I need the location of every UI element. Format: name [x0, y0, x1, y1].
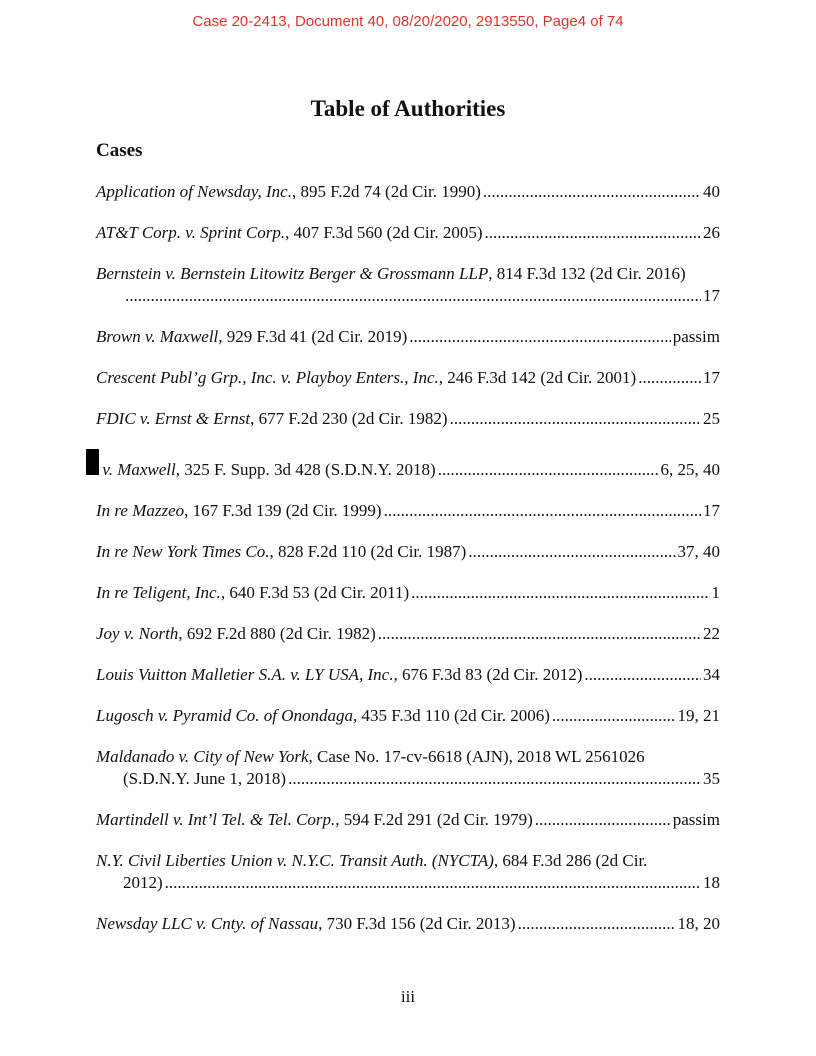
dot-leader — [483, 181, 701, 203]
page-reference: passim — [672, 810, 720, 829]
dot-leader — [411, 582, 709, 604]
citation: , 684 F.3d 286 (2d Cir. — [493, 851, 648, 870]
dot-leader — [584, 664, 701, 686]
citation: , 167 F.3d 139 (2d Cir. 1999) — [184, 501, 382, 520]
authority-entry — [96, 541, 720, 563]
citation: , 407 F.3d 560 (2d Cir. 2005) — [285, 223, 483, 242]
page-reference: 40 — [703, 182, 720, 201]
dot-leader — [638, 367, 701, 389]
citation-continuation: (S.D.N.Y. June 1, 2018) — [123, 769, 287, 788]
citation: , 828 F.2d 110 (2d Cir. 1987) — [269, 542, 467, 561]
dot-leader — [468, 541, 675, 563]
citation: , 676 F.3d 83 (2d Cir. 2012) — [393, 665, 583, 684]
dot-leader — [450, 408, 701, 430]
case-name: FDIC v. Ernst & Ernst — [96, 409, 251, 428]
citation: , Case No. 17-cv-6618 (AJN), 2018 WL 2561026 — [308, 747, 645, 766]
page-reference: 1 — [711, 583, 720, 602]
case-name: AT&T Corp. v. Sprint Corp. — [96, 223, 286, 242]
authority-entry — [96, 664, 720, 686]
page-reference: 34 — [703, 665, 720, 684]
case-name: Lugosch v. Pyramid Co. of Onondaga — [96, 706, 354, 725]
page-reference: 6, 25, 40 — [660, 460, 720, 479]
filing-stamp-header: Case 20-2413, Document 40, 08/20/2020, 2913550, Page4 of 74 — [192, 13, 624, 30]
case-name: In re Teligent, Inc. — [96, 583, 221, 602]
page-title: Table of Authorities — [310, 96, 506, 121]
citation: , 929 F.3d 41 (2d Cir. 2019) — [218, 327, 408, 346]
case-name: Application of Newsday, Inc. — [96, 182, 292, 201]
case-name: Crescent Publ’g Grp., Inc. v. Playboy Enters., Inc. — [96, 368, 439, 387]
case-name: In re Mazzeo — [96, 501, 185, 520]
page-reference: 35 — [703, 769, 720, 788]
authority-entry — [96, 326, 720, 348]
dot-leader — [535, 809, 671, 831]
page-reference: 17 — [703, 368, 720, 387]
authority-entry — [96, 705, 720, 727]
authorities-list — [96, 181, 720, 954]
dot-leader — [438, 459, 659, 481]
dot-leader — [552, 705, 676, 727]
section-heading-cases: Cases — [96, 140, 143, 161]
dot-leader — [518, 913, 676, 935]
citation: , 814 F.3d 132 (2d Cir. 2016) — [488, 264, 686, 283]
authority-entry — [96, 408, 720, 430]
dot-leader — [165, 872, 701, 894]
case-name: Maldanado v. City of New York — [96, 747, 309, 766]
authority-entry — [96, 181, 720, 203]
case-name: Louis Vuitton Malletier S.A. v. LY USA, Inc. — [96, 665, 394, 684]
case-name: Bernstein v. Bernstein Litowitz Berger & Grossmann LLP — [96, 264, 489, 283]
authority-entry — [96, 623, 720, 645]
case-name: Brown v. Maxwell — [96, 327, 219, 346]
page-reference: passim — [672, 327, 720, 346]
citation: , 435 F.3d 110 (2d Cir. 2006) — [353, 706, 550, 725]
dot-leader — [125, 285, 701, 307]
page-reference: 18 — [703, 873, 720, 892]
citation: , 246 F.3d 142 (2d Cir. 2001) — [438, 368, 637, 387]
dot-leader — [409, 326, 671, 348]
citation: , 594 F.2d 291 (2d Cir. 1979) — [335, 810, 533, 829]
authority-entry — [96, 367, 720, 389]
page-reference: 37, 40 — [677, 542, 720, 561]
citation: , 730 F.3d 156 (2d Cir. 2013) — [318, 914, 516, 933]
authority-entry — [96, 222, 720, 244]
redaction-block — [86, 449, 99, 475]
case-name: Martindell v. Int’l Tel. & Tel. Corp. — [96, 810, 336, 829]
page-reference: 22 — [703, 624, 720, 643]
citation: , 895 F.2d 74 (2d Cir. 1990) — [291, 182, 481, 201]
citation: , 640 F.3d 53 (2d Cir. 2011) — [220, 583, 410, 602]
citation: , 692 F.2d 880 (2d Cir. 1982) — [178, 624, 376, 643]
authority-entry — [96, 449, 720, 481]
case-name: N.Y. Civil Liberties Union v. N.Y.C. Transit Auth. (NYCTA) — [96, 851, 494, 870]
authority-entry — [96, 263, 720, 307]
citation: , 677 F.2d 230 (2d Cir. 1982) — [250, 409, 448, 428]
case-name: In re New York Times Co. — [96, 542, 270, 561]
authority-entry — [96, 809, 720, 831]
dot-leader — [288, 768, 701, 790]
case-name: Newsday LLC v. Cnty. of Nassau — [96, 914, 319, 933]
authority-entry — [96, 582, 720, 604]
page-number: iii — [400, 987, 416, 1006]
page-reference: 19, 21 — [677, 706, 720, 725]
dot-leader — [485, 222, 701, 244]
dot-leader — [378, 623, 701, 645]
dot-leader — [384, 500, 701, 522]
page-reference: 18, 20 — [677, 914, 720, 933]
case-name: Joy v. North — [96, 624, 179, 643]
authority-entry — [96, 746, 720, 790]
case-name: v. Maxwell — [102, 460, 176, 479]
page-reference: 17 — [703, 286, 720, 305]
page-reference: 26 — [703, 223, 720, 242]
citation-continuation: 2012) — [123, 873, 163, 892]
page-reference: 25 — [703, 409, 720, 428]
page-reference: 17 — [703, 501, 720, 520]
citation: , 325 F. Supp. 3d 428 (S.D.N.Y. 2018) — [175, 460, 436, 479]
authority-entry — [96, 913, 720, 935]
authority-entry — [96, 850, 720, 894]
authority-entry — [96, 500, 720, 522]
